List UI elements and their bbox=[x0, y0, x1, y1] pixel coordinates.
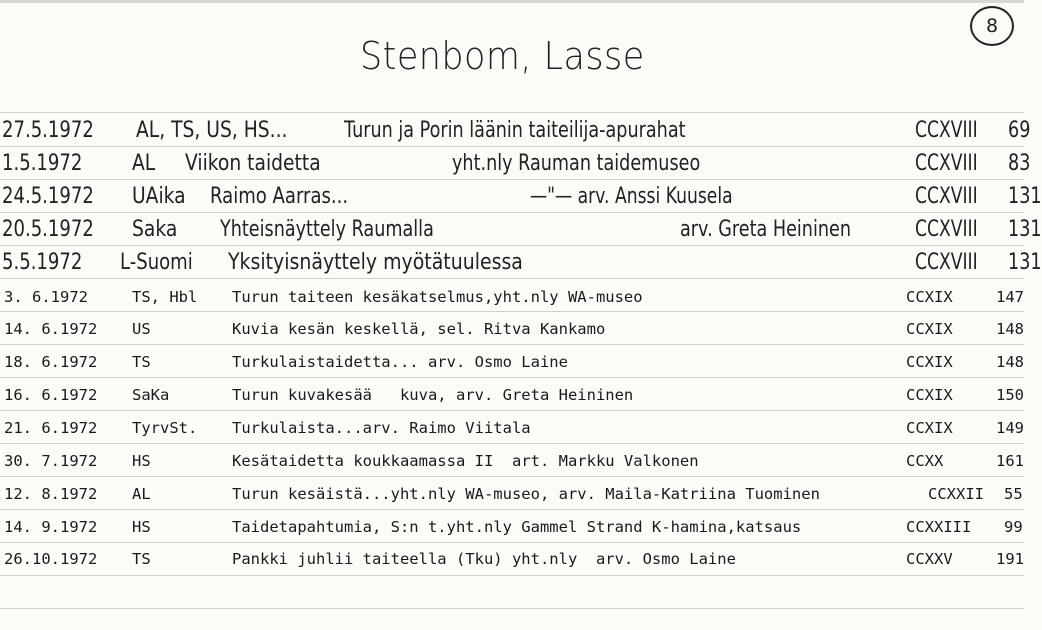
entry-page: 191 bbox=[996, 550, 1024, 568]
entry-volume: CCXVIII bbox=[915, 184, 978, 209]
entry-text: Kesätaidetta koukkaamassa II art. Markku Valkonen bbox=[232, 452, 699, 470]
ruled-line bbox=[0, 608, 1024, 609]
entry-text: Yhteisnäyttely Raumalla bbox=[220, 217, 434, 242]
entry-page: 161 bbox=[996, 452, 1024, 470]
entry-volume: CCXXV bbox=[906, 550, 953, 568]
entry-paper: SaKa bbox=[132, 386, 170, 404]
entry-paper: TyrvSt. bbox=[132, 419, 198, 437]
ruled-line bbox=[0, 179, 1024, 180]
ruled-line bbox=[0, 344, 1024, 345]
entry-date: 26.10.1972 bbox=[4, 550, 98, 568]
entry-date: 21. 6.1972 bbox=[4, 419, 98, 437]
entry-text: Turun taiteen kesäkatselmus,yht.nly WA-museo bbox=[232, 288, 643, 306]
entry-volume: CCXIX bbox=[906, 288, 953, 306]
entry-paper: TS bbox=[132, 550, 151, 568]
entry-date: 27.5.1972 bbox=[2, 118, 94, 143]
entry-date: 1.5.1972 bbox=[2, 151, 83, 176]
entry-page: 148 bbox=[996, 320, 1024, 338]
entry-volume: CCXIX bbox=[906, 419, 953, 437]
entry-page: 83 bbox=[1008, 151, 1031, 176]
ruled-line bbox=[0, 410, 1024, 411]
card-top-edge bbox=[0, 0, 1024, 3]
ruled-line bbox=[0, 311, 1024, 312]
ruled-line bbox=[0, 509, 1024, 510]
entry-credit: arv. Greta Heininen bbox=[680, 217, 851, 242]
entry-date: 14. 9.1972 bbox=[4, 518, 98, 536]
entry-paper: AL bbox=[132, 485, 151, 503]
entry-text: Turun kesäistä...yht.nly WA-museo, arv. Maila-Katriina Tuominen bbox=[232, 485, 820, 503]
ruled-line bbox=[0, 212, 1024, 213]
entry-text: Raimo Aarras... bbox=[210, 184, 349, 209]
entry-volume: CCXIX bbox=[906, 386, 953, 404]
entry-page: 150 bbox=[996, 386, 1024, 404]
entry-page: 99 bbox=[1004, 518, 1023, 536]
entry-date: 18. 6.1972 bbox=[4, 353, 98, 371]
entry-date: 24.5.1972 bbox=[2, 184, 94, 209]
entry-volume: CCXVIII bbox=[915, 250, 978, 275]
person-name: Stenbom, Lasse bbox=[360, 34, 645, 78]
entry-page: 131 bbox=[1008, 250, 1042, 275]
entry-paper: TS, Hbl bbox=[132, 288, 198, 306]
ruled-line bbox=[0, 112, 1024, 113]
ruled-line bbox=[0, 245, 1024, 246]
entry-volume: CCXVIII bbox=[915, 217, 978, 242]
entry-page: 147 bbox=[996, 288, 1024, 306]
entry-paper: Saka bbox=[132, 217, 178, 242]
entry-date: 30. 7.1972 bbox=[4, 452, 98, 470]
entry-volume: CCXX bbox=[906, 452, 944, 470]
entry-paper: TS bbox=[132, 353, 151, 371]
entry-paper: US bbox=[132, 320, 151, 338]
entry-paper: HS bbox=[132, 518, 151, 536]
entry-volume: CCXXII bbox=[928, 485, 984, 503]
entry-paper: AL, TS, US, HS... bbox=[136, 118, 288, 143]
entry-date: 12. 8.1972 bbox=[4, 485, 98, 503]
entry-page: 69 bbox=[1008, 118, 1031, 143]
entry-text: Turkulaista...arv. Raimo Viitala bbox=[232, 419, 531, 437]
entry-page: 149 bbox=[996, 419, 1024, 437]
entry-text: Yksityisnäyttely myötätuulessa bbox=[228, 250, 523, 275]
entry-credit: yht.nly Rauman taidemuseo bbox=[452, 151, 701, 176]
entry-text: Taidetapahtumia, S:n t.yht.nly Gammel Strand K-hamina,katsaus bbox=[232, 518, 802, 536]
entry-paper: HS bbox=[132, 452, 151, 470]
entry-paper: UAika bbox=[132, 184, 186, 209]
entry-text: Turun kuvakesää kuva, arv. Greta Heininen bbox=[232, 386, 634, 404]
entry-page: 131 bbox=[1008, 184, 1042, 209]
entry-text: Turkulaistaidetta... arv. Osmo Laine bbox=[232, 353, 568, 371]
entry-text: Pankki juhlii taiteella (Tku) yht.nly arv. Osmo Laine bbox=[232, 550, 736, 568]
entry-page: 148 bbox=[996, 353, 1024, 371]
entry-volume: CCXVIII bbox=[915, 151, 978, 176]
ruled-line bbox=[0, 146, 1024, 147]
ruled-line bbox=[0, 278, 1024, 279]
entry-credit: —"— arv. Anssi Kuusela bbox=[530, 184, 733, 209]
entry-volume: CCXIX bbox=[906, 353, 953, 371]
card-number: 8 bbox=[970, 6, 1014, 46]
ruled-line bbox=[0, 575, 1024, 576]
ruled-line bbox=[0, 542, 1024, 543]
ruled-line bbox=[0, 476, 1024, 477]
entry-page: 55 bbox=[1004, 485, 1023, 503]
entry-paper: L-Suomi bbox=[120, 250, 193, 275]
ruled-line bbox=[0, 443, 1024, 444]
entry-date: 3. 6.1972 bbox=[4, 288, 88, 306]
entry-date: 20.5.1972 bbox=[2, 217, 94, 242]
entry-text: Kuvia kesän keskellä, sel. Ritva Kankamo bbox=[232, 320, 606, 338]
entry-text: Viikon taidetta bbox=[185, 151, 321, 176]
entry-page: 131 bbox=[1008, 217, 1042, 242]
entry-date: 16. 6.1972 bbox=[4, 386, 98, 404]
entry-text: Turun ja Porin läänin taiteilija-apurahat bbox=[344, 118, 686, 143]
entry-volume: CCXXIII bbox=[906, 518, 972, 536]
entry-date: 5.5.1972 bbox=[2, 250, 83, 275]
entry-paper: AL bbox=[132, 151, 156, 176]
entry-volume: CCXVIII bbox=[915, 118, 978, 143]
ruled-line bbox=[0, 377, 1024, 378]
entry-date: 14. 6.1972 bbox=[4, 320, 98, 338]
entry-volume: CCXIX bbox=[906, 320, 953, 338]
